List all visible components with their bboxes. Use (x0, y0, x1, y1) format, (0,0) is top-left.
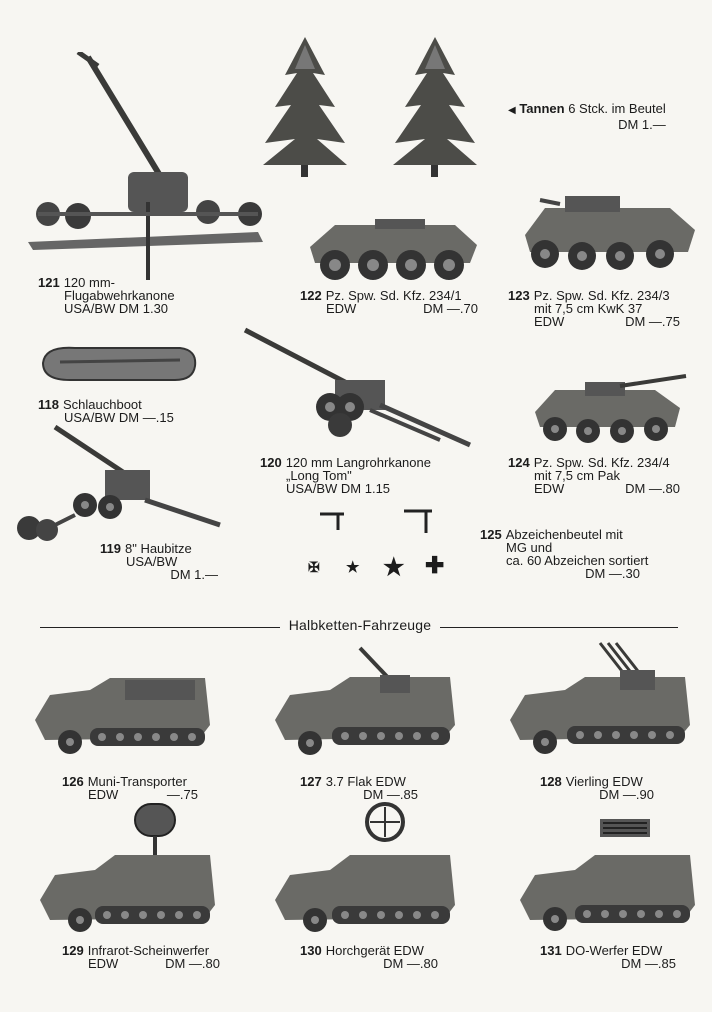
item-121-caption (38, 276, 175, 315)
tannen-name: Tannen (519, 101, 565, 116)
item-text: EDW (88, 956, 119, 971)
item-text: Pz. Spw. Sd. Kfz. 234/4 (533, 455, 670, 470)
small-star-icon: ★ (346, 559, 360, 576)
item-129-caption (62, 944, 220, 970)
item-number: 130 (300, 943, 322, 958)
armored-car-234-3-image (520, 190, 700, 275)
item-price: DM —.90 (599, 787, 654, 802)
item-number: 119 (100, 541, 121, 556)
item-130-caption (300, 944, 438, 970)
item-text: USA/BW (126, 554, 178, 569)
item-price: USA/BW DM 1.15 (286, 481, 391, 496)
mg-badge-right-image (402, 505, 436, 535)
item-price: USA/BW DM —.15 (64, 410, 174, 425)
item-text: Flugabwehrkanone (64, 288, 175, 303)
halftrack-127-flak-image (270, 645, 460, 760)
item-number: 131 (540, 943, 562, 958)
item-127-caption (300, 775, 418, 801)
item-price: DM —.85 (621, 956, 676, 971)
item-number: 125 (480, 527, 502, 542)
item-text: EDW (326, 301, 357, 316)
item-text: mit 7,5 cm Pak (534, 468, 620, 483)
item-text: EDW (88, 787, 119, 802)
item-text: Pz. Spw. Sd. Kfz. 234/1 (325, 288, 462, 303)
item-text: 120 mm- (63, 275, 115, 290)
item-126-caption (62, 775, 198, 801)
item-text: mit 7,5 cm KwK 37 (534, 301, 643, 316)
item-number: 120 (260, 455, 282, 470)
tannen-caption (508, 102, 666, 131)
item-price: DM —.80 (383, 956, 438, 971)
item-price: DM —.80 (165, 956, 220, 971)
item-price: DM 1.— (170, 567, 218, 582)
item-text: DO-Werfer EDW (565, 943, 663, 958)
item-128-caption (540, 775, 654, 801)
halftrack-126-image (30, 670, 215, 760)
long-tom-cannon-image (240, 325, 475, 450)
item-number: 129 (62, 943, 84, 958)
fir-tree-left-image (255, 35, 355, 185)
halftrack-128-vierling-image (505, 640, 695, 755)
item-125-caption (480, 527, 649, 581)
item-price: DM —.75 (625, 314, 680, 329)
anti-aircraft-gun-image (18, 52, 268, 282)
inflatable-boat-image (35, 338, 200, 388)
armored-car-234-1-image (305, 215, 480, 285)
item-119-caption (100, 542, 218, 581)
left-arrow-icon: ◀ (508, 105, 516, 116)
item-number: 127 (300, 774, 322, 789)
item-text: „Long Tom" (286, 468, 352, 483)
item-text: EDW (534, 481, 565, 496)
item-price: DM —.30 (585, 566, 640, 581)
mg-badge-left-image (318, 508, 348, 533)
item-120-caption (260, 456, 431, 495)
halftrack-130-listening-image (270, 800, 460, 935)
iron-cross-icon: ✠ (308, 559, 320, 575)
item-text: Infrarot-Scheinwerfer (87, 943, 210, 958)
plus-cross-icon: ✚ (425, 552, 445, 578)
item-number: 122 (300, 288, 322, 303)
item-text: Vierling EDW (565, 774, 643, 789)
howitzer-image (15, 425, 225, 550)
item-number: 118 (38, 397, 59, 412)
item-124-caption (508, 456, 680, 495)
armored-car-234-4-image (530, 372, 690, 447)
fir-tree-right-image (385, 35, 485, 185)
item-text: Schlauchboot (62, 397, 142, 412)
section-title: Halbketten-Fahrzeuge (288, 617, 432, 633)
item-122-caption (300, 289, 478, 315)
halftrack-129-infrared-image (35, 800, 220, 935)
item-price: —.75 (166, 787, 198, 802)
item-price: DM —.70 (423, 301, 478, 316)
item-131-caption (540, 944, 676, 970)
item-text: ca. 60 Abzeichen sortiert (506, 553, 649, 568)
item-text: 8" Haubitze (124, 541, 192, 556)
item-price: DM —.85 (363, 787, 418, 802)
section-rule-right (440, 627, 678, 628)
item-text: MG und (506, 540, 553, 555)
halftrack-131-rocket-image (515, 815, 700, 935)
item-text: Horchgerät EDW (325, 943, 424, 958)
tannen-price: DM 1.— (618, 117, 666, 132)
item-text: 3.7 Flak EDW (325, 774, 406, 789)
item-text: EDW (534, 314, 565, 329)
large-star-icon: ★ (383, 554, 405, 581)
item-text: Muni-Transporter (87, 774, 187, 789)
item-number: 124 (508, 455, 530, 470)
item-text: Abzeichenbeutel mit (505, 527, 623, 542)
item-123-caption (508, 289, 680, 328)
item-price: DM —.80 (625, 481, 680, 496)
item-price: USA/BW DM 1.30 (64, 301, 169, 316)
item-text: Pz. Spw. Sd. Kfz. 234/3 (533, 288, 670, 303)
section-rule-left (40, 627, 280, 628)
item-text: 120 mm Langrohrkanone (285, 455, 431, 470)
item-number: 126 (62, 774, 84, 789)
item-118-caption (38, 398, 174, 424)
item-number: 123 (508, 288, 530, 303)
tannen-qty: 6 Stck. im Beutel (568, 101, 666, 116)
item-number: 121 (38, 275, 60, 290)
item-number: 128 (540, 774, 562, 789)
